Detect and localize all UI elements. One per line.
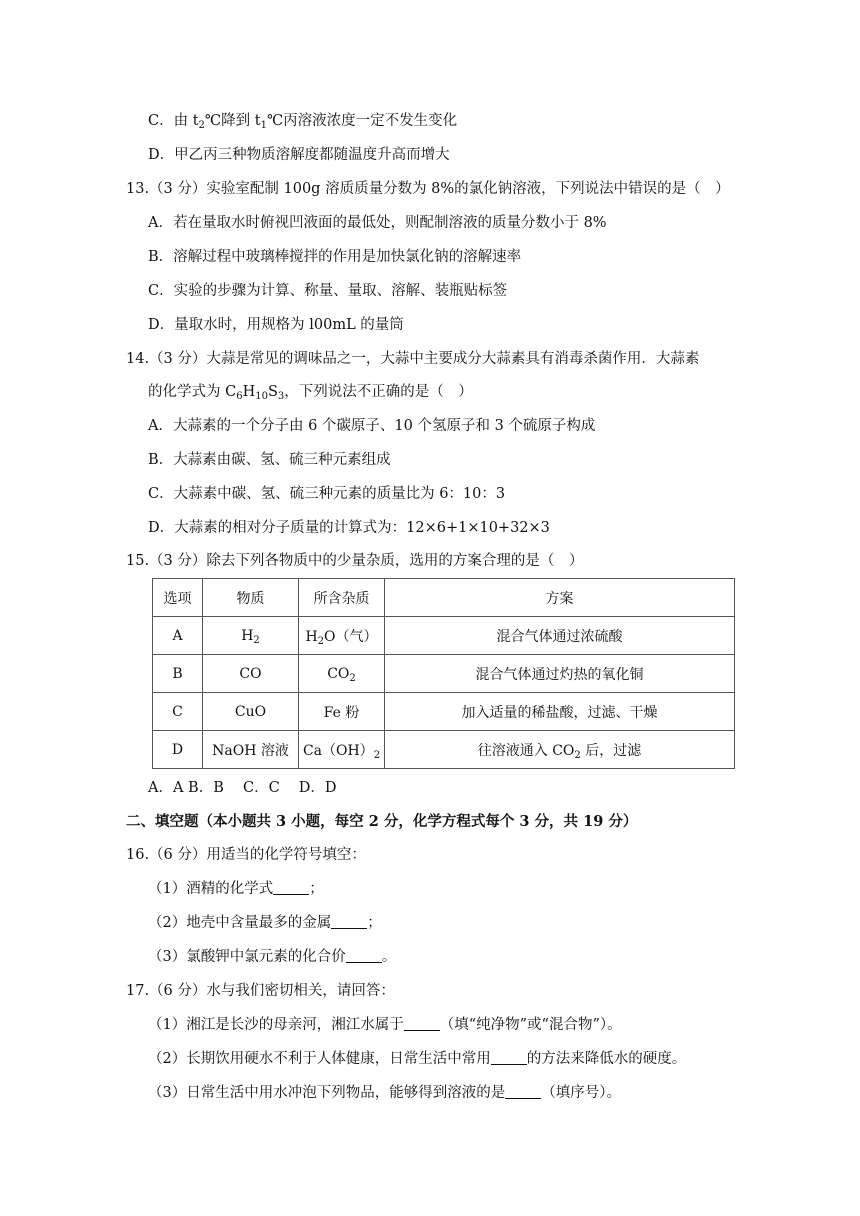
table-cell-impurity: Fe 粉 [299,693,385,731]
q13-option-b: B．溶解过程中玻璃棒搅拌的作用是加快氯化钠的溶解速率 [148,249,522,265]
table-cell-option: A [153,617,203,655]
table-header-cell: 选项 [153,579,203,617]
table-row [153,617,735,655]
q16-part-1: （1）酒精的化学式 ； [148,881,324,897]
table-header-cell: 物质 [203,579,299,617]
q14-option-a: A．大蒜素的一个分子由 6 个碳原子、10 个氢原子和 3 个硫原子构成 [148,418,596,434]
q15-answer-options: A．A B．B C．C D．D [148,780,337,796]
q14-option-b: B．大蒜素由碳、氢、硫三种元素组成 [148,452,391,468]
table-cell-impurity: $CO_2$ [299,655,385,693]
q14-option-c: C．大蒜素中碳、氢、硫三种元素的质量比为 6：10：3 [148,486,506,502]
table-cell-impurity: $Ca(OH)_2$ [299,731,385,769]
q16-part-2: （2）地壳中含量最多的金属 ； [148,915,382,931]
table-cell-impurity: $H_2O$（气） [299,617,385,655]
table-header-cell: 方案 [385,579,735,617]
q14-option-d: D．大蒜素的相对分子质量的计算式为：12×6+1×10+32×3 [148,520,550,536]
answer-blank[interactable] [273,880,309,895]
table-row [153,655,735,693]
answer-blank[interactable] [404,1016,440,1031]
table-cell-option: D [153,731,203,769]
table-cell-option: C [153,693,203,731]
q17-part-1: （1）湘江是长沙的母亲河，湘江水属于 （填“纯净物”或“混合物”）。 [148,1017,622,1033]
table-cell-plan: 往溶液通入 $CO_2$ 后，过滤 [385,731,735,769]
table-row [153,693,735,731]
q17-stem: 17.（6 分）水与我们密切相关，请回答： [126,983,395,999]
q13-option-a: A．若在量取水时俯视凹液面的最低处，则配制溶液的质量分数小于 8% [148,215,607,231]
q12-option-c: C．由 $t_2℃$降到 $t_1℃$丙溶液浓度一定不发生变化 [148,113,458,131]
q15-table [152,578,735,769]
q14-stem-line1: 14.（3 分）大蒜是常见的调味品之一，大蒜中主要成分大蒜素具有消毒杀菌作用．大蒜素 [126,351,700,367]
q13-stem: 13.（3 分）实验室配制 100g 溶质质量分数为 8%的氯化钠溶液，下列说法中错误的是（ ） [126,181,730,197]
q15-stem: 15.（3 分）除去下列各物质中的少量杂质，选用的方案合理的是（ ） [126,553,584,569]
answer-blank[interactable] [505,1084,541,1099]
section-heading: 二、填空题（本小题共 3 小题，每空 2 分，化学方程式每个 3 分，共 19 分） [126,813,638,830]
answer-blank[interactable] [491,1050,527,1065]
table-cell-substance: $H_2$ [203,617,299,655]
q14-stem-line2: 的化学式为 $C_6H_{10}S_3$，下列说法不正确的是（ ） [148,384,473,402]
table-header-row [153,579,735,617]
q16-part-3: （3）氯酸钾中氯元素的化合价 。 [148,949,397,965]
table-header-cell: 所含杂质 [299,579,385,617]
table-cell-option: B [153,655,203,693]
table-cell-plan: 混合气体通过浓硫酸 [385,617,735,655]
q12-option-d: D．甲乙丙三种物质溶解度都随温度升高而增大 [148,147,450,163]
table-row [153,731,735,769]
q17-part-3: （3）日常生活中用水冲泡下列物品，能够得到溶液的是 （填序号）。 [148,1085,621,1101]
table-cell-plan: 加入适量的稀盐酸，过滤、干燥 [385,693,735,731]
answer-blank[interactable] [331,914,367,929]
table-cell-substance: CuO [203,693,299,731]
q13-option-d: D．量取水时，用规格为 l00mL 的量筒 [148,317,404,333]
q13-option-c: C．实验的步骤为计算、称量、量取、溶解、装瓶贴标签 [148,283,508,299]
table-cell-plan: 混合气体通过灼热的氧化铜 [385,655,735,693]
table-cell-substance: NaOH 溶液 [203,731,299,769]
q17-part-2: （2）长期饮用硬水不利于人体健康，日常生活中常用 的方法来降低水的硬度。 [148,1051,687,1067]
table-cell-substance: CO [203,655,299,693]
answer-blank[interactable] [346,948,382,963]
q16-stem: 16.（6 分）用适当的化学符号填空： [126,847,366,863]
